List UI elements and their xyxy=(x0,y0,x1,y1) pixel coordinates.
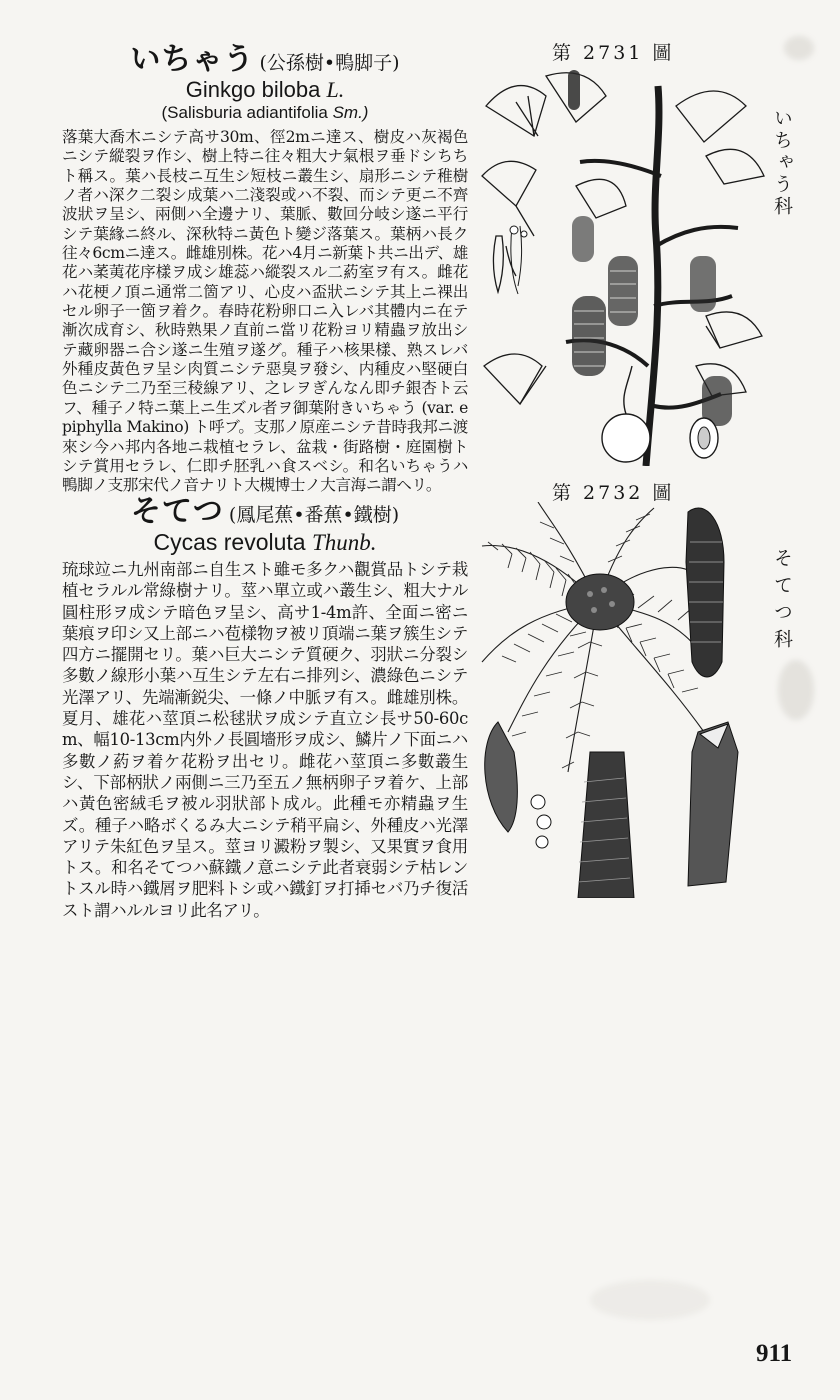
entry-cycas xyxy=(62,486,468,921)
scientific-binomial: Cycas revoluta xyxy=(153,529,306,555)
entry-heading xyxy=(62,34,468,78)
figure-number: 第 2731 圖 xyxy=(552,42,675,64)
family-label: いちゃう科 xyxy=(771,108,793,218)
scientific-author: Thunb. xyxy=(311,530,377,555)
scientific-binomial: Ginkgo biloba xyxy=(185,77,321,102)
entry-ginkgo xyxy=(62,34,468,496)
scan-smudge xyxy=(590,1280,710,1320)
scan-smudge xyxy=(784,36,814,60)
page-number: 911 xyxy=(756,1340,793,1367)
synonym-name xyxy=(62,102,468,124)
chinese-names: (鳳尾蕉•番蕉•鐵樹) xyxy=(228,504,400,526)
synonym-author: Sm.) xyxy=(332,103,369,122)
scientific-author: L. xyxy=(326,77,345,102)
description-text: 落葉大喬木ニシテ高サ30m、徑2mニ達ス、樹皮ハ灰褐色ニシテ縱裂ヲ作シ、樹上特ニ往々粗大ナ氣根ヲ垂ドシちちト稱ス。葉ハ長枝ニ互生シ短枝ニ叢生シ、扇形ニシテ稚樹ノ者ハ深ク二裂シ成葉ハ二淺裂或ハ不裂、而シテ更ニ不齊波狀ヲ呈シ、兩側ハ全邊ナリ、葉脈、數回分岐シ遂ニ平行シテ葉緣ニ終ル、深秋特ニ黃色ト變ジ落葉ス。葉柄ハ長ク往々6cmニ達ス。雌雄別株。花ハ4月ニ新葉ト共ニ出デ、雄花ハ葇荑花序樣ヲ成シ雄蕊ハ縱裂スル二葯室ヲ有ス。雌花ハ花梗ノ頂ニ通常二箇アリ、心皮ハ盃狀ニシテ其上ニ裸出セル卵子一箇ヲ着ク。春時花粉卵口ニ入レバ其體内ニ在テ漸次成育シ、秋時熟果ノ直前ニ當リ花粉ヨリ精蟲ヲ放出シテ藏卵器ニ合シ遂ニ生殖ヲ遂グ。種子ハ核果樣、熟スレバ外種皮黃色ヲ呈シ肉質ニシテ惡臭ヲ發シ、内種皮ハ堅硬白色ニシテ二乃至三稜線アリ、之レヲぎんなん即チ銀杏ト云フ、種子ノ特ニ葉上ニ生ズル者ヲ御葉附きいちゃう (var. epiphylla Makino) ト呼ブ。支那ノ原産ニシテ昔時我邦ニ渡來シ今ハ邦内各地ニ栽植セラレ、盆栽・街路樹・庭園樹トシテ賞用セラレ、仁即チ胚乳ハ食スベシ。和名いちゃうハ鴨脚ノ支那宋代ノ音ナリト大槻博士ノ大言海ニ謂ヘリ。 xyxy=(62,128,468,495)
japanese-name: いちゃう xyxy=(130,42,255,77)
entry-heading xyxy=(62,486,468,530)
family-label: そてつ科 xyxy=(771,548,793,656)
japanese-name: そてつ xyxy=(130,494,224,529)
scan-smudge xyxy=(778,660,814,720)
scientific-name xyxy=(62,530,468,555)
cycas-illustration xyxy=(478,502,754,898)
description-text: 琉球竝ニ九州南部ニ自生スト雖モ多クハ觀賞品トシテ栽植セラルル常綠樹ナリ。莖ハ單立或ハ叢生シ、粗大ナル圓柱形ヲ成シテ暗色ヲ呈シ、高サ1-4m許、全面ニ密ニ葉痕ヲ印シ又上部ニハ苞樣物ヲ被リ頂端ニ葉ヲ簇生シテ四方ニ擺開セリ。葉ハ巨大ニシテ質硬ク、羽狀ニ分裂シ多數ノ線形小葉ハ互生シテ左右ニ排列シ、濃綠色ニシテ光澤アリ、先端漸鋭尖、一條ノ中脈ヲ有ス。雌雄別株。夏月、雄花ハ莖頂ニ松毬狀ヲ成シテ直立シ長サ50-60cm、幅10-13cm内外ノ長圓墻形ヲ成シ、鱗片ノ下面ニハ多數ノ葯ヲ着ケ花粉ヲ出セリ。雌花ハ莖頂ニ多數叢生シ、下部柄狀ノ兩側ニ三乃至五ノ無柄卵子ヲ着ケ、上部ハ黃色密絨毛ヲ被ル羽狀部ト成ル。此種モ亦精蟲ヲ生ズ。種子ハ略ボくるみ大ニシテ稍平扁シ、外種皮ハ光澤アリテ朱紅色ヲ呈ス。莖ヨリ澱粉ヲ製シ、又果實ヲ食用トス。和名そてつハ蘇鐵ノ意ニシテ此者衰弱シテ枯レントスル時ハ鐵屑ヲ肥料トシ或ハ鐵釘ヲ打揷セバ乃チ復活スト謂ハルルヨリ此名アリ。 xyxy=(62,560,468,920)
chinese-names: (公孫樹•鴨脚子) xyxy=(259,52,400,74)
ginkgo-illustration xyxy=(476,66,766,466)
synonym-binomial: (Salisburia adiantifolia xyxy=(161,103,328,122)
figure-number: 第 2732 圖 xyxy=(552,482,675,504)
scientific-name xyxy=(62,78,468,102)
